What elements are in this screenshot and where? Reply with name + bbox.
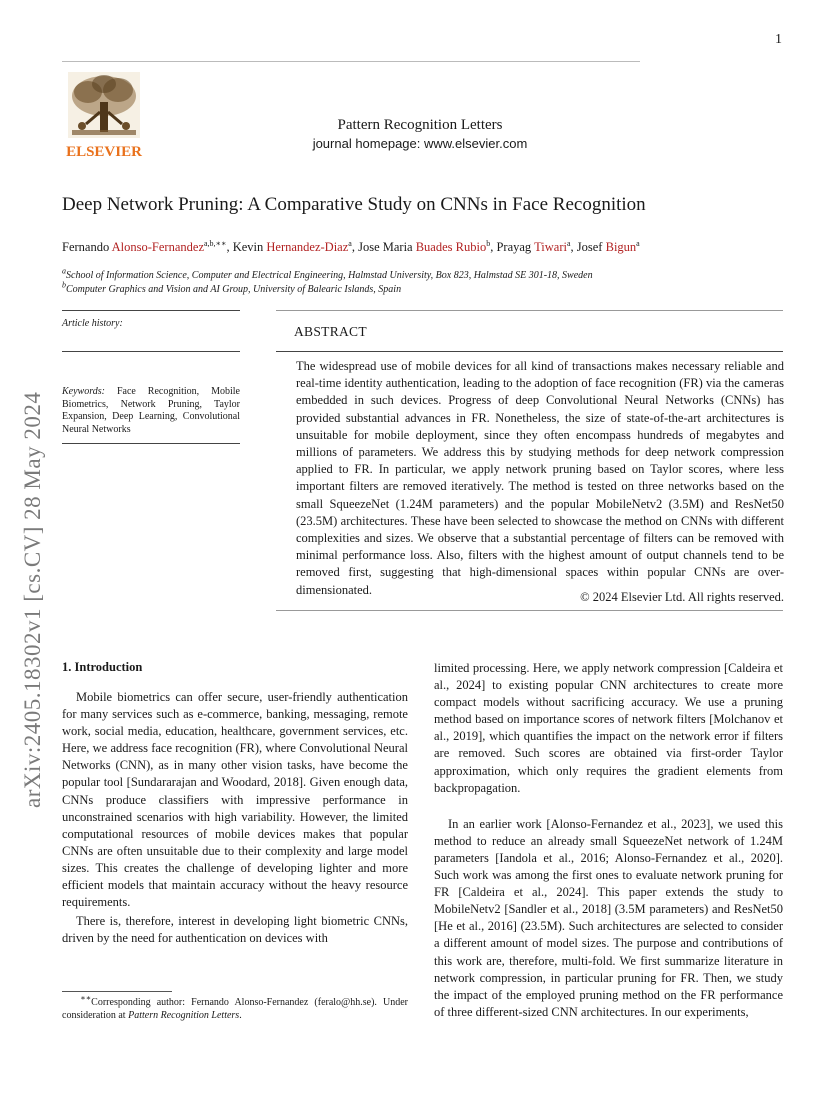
page-number: 1 (775, 32, 782, 47)
paragraph: limited processing. Here, we apply network compression [Caldeira et al., 2024] to existing popular CNN architectures to create more compact models without sacrificing accuracy. We use a pruning method based on importance scores of network filters [Molchanov et al., 2019], which quantifies the impact on the network error if filters are removed. Such scores are obtained via first-order Taylor approximation, which only requires the gradient elements from backpropagation. (434, 661, 783, 795)
author-link[interactable]: Hernandez-Diaz (266, 240, 349, 254)
abstract-text: The widespread use of mobile devices for all kind of transactions makes necessary reliable and real-time identity authentication, leading to the adoption of face recognition (FR) via the cameras embedded in such devices. Progress of deep Convolutional Neural Networks (CNNs) has provided substantial advances in FR. Nonetheless, the size of state-of-the-art architectures is unsuitable for mobile deployment, since they often encompass hundreds of megabytes and millions of parameters. We address this by studying methods for deep network compression applied to FR. In particular, we apply network pruning based on Taylor scores, where less important filters are removed iteratively. The method is tested on three networks based on the small SqueezeNet (1.24M parameters) and the popular MobileNetv2 (3.5M) and ResNet50 (23.5M) architectures. These have been selected to showcase the method on CNNs with different complexities and sizes. We observe that a substantial percentage of filters can be removed with minimal performance loss. Also, filters with the highest amount of output channels tend to be removed first, suggesting that high-dimensional spaces within popular CNNs are over-dimensionated. (296, 359, 784, 597)
keywords-label: Keywords: (62, 386, 105, 397)
author: Fernando Alonso-Fernandez$^{a,b,∗∗}$, (62, 238, 233, 254)
elsevier-logo (58, 68, 150, 160)
keywords (62, 386, 240, 436)
header-rule (62, 61, 640, 62)
author: Josef Bigun$^a$ (576, 238, 640, 254)
right-column (434, 660, 783, 1021)
keywords-text: Face Recognition, Mobile Biometrics, Network Pruning, Taylor Expansion, Deep Learning, Convolutional Neural Networks (62, 386, 240, 435)
journal-name: Pattern Recognition Letters (337, 117, 503, 133)
affiliation: $^b$Computer Graphics and Vision and AI Group, University of Balearic Islands, Spain (62, 280, 402, 295)
left-column (62, 676, 408, 947)
author: Jose Maria Buades Rubio$^b$, (358, 238, 497, 254)
affiliation: $^a$School of Information Science, Computer and Electrical Engineering, Halmstad University, Box 823, Halmstad SE 301-18, Sweden (62, 266, 593, 281)
footnote-rule (62, 991, 172, 992)
copyright-notice: © 2024 Elsevier Ltd. All rights reserved. (580, 590, 784, 604)
author-link[interactable]: Bigun (605, 240, 637, 254)
paragraph: Mobile biometrics can offer secure, user-friendly authentication for many services such as e-commerce, banking, messaging, remote work, social media, education, healthcare, government services, etc. Here, we address face recognition (FR), where Convolutional Neural Networks (CNN), as in many other vision tasks, have become the popular tool [Sundararajan and Woodard, 2018]. Given enough data, CNNs produce classifiers with impressive performance in unconstrained scenarios with high variability. However, the limited computational resources of mobile devices makes that popular CNNs are often unsuitable due to their complexity and large model sizes. This creates the challenge of developing lighter and more efficient models that maintain accuracy without the heavy resource requirements. (62, 690, 408, 910)
divider (62, 351, 240, 352)
journal-homepage: journal homepage: www.elsevier.com (312, 136, 528, 151)
elsevier-tree-icon (58, 68, 150, 160)
author: Kevin Hernandez-Diaz$^a$, (232, 238, 359, 254)
abstract-heading: ABSTRACT (294, 324, 367, 339)
author-list (62, 240, 640, 255)
divider (276, 310, 783, 311)
paper-title: Deep Network Pruning: A Comparative Study on CNNs in Face Recognition (62, 194, 646, 215)
section-heading: 1. Introduction (62, 660, 143, 674)
author: Prayag Tiwari$^a$, (496, 238, 577, 254)
paragraph: There is, therefore, interest in developing light biometric CNNs, driven by the need for authentication on devices with (62, 914, 408, 946)
divider (62, 310, 240, 311)
svg-text:ELSEVIER: ELSEVIER (66, 144, 142, 160)
author-link[interactable]: Tiwari (534, 240, 567, 254)
divider (62, 443, 240, 444)
footnote: ∗∗Corresponding author: Fernando Alonso-Fernandez (feralo@hh.se). Under consideration at Pattern Recognition Letters. (62, 993, 409, 1021)
paragraph: In an earlier work [Alonso-Fernandez et al., 2023], we used this method to reduce an already small SqueezeNet network of 1.24M parameters [Iandola et al., 2016; Alonso-Fernandez et al., 2020]. Such work was among the first ones to evaluate network pruning for FR [Caldeira et al., 2024]. This paper extends the study to MobileNetv2 [Sandler et al., 2018] (3.5M parameters) and ResNet50 [He et al., 2016] (23.5M). Such architectures are selected to consider a different amount of model sizes. The purpose and contributions of this work are, therefore, multi-fold. We first summarize literature in network compression, in particular pruning for FR. Then, we study the impact of the employed pruning method on the FR performance of three different-sized CNN architectures. In our experiments, (434, 816, 783, 1019)
article-history-label: Article history: (62, 318, 123, 329)
divider (276, 610, 783, 611)
author-link[interactable]: Alonso-Fernandez (111, 240, 204, 254)
arxiv-stamp: arXiv:2405.18302v1 [cs.CV] 28 May 2024 (20, 391, 45, 808)
author-link[interactable]: Buades Rubio (415, 240, 487, 254)
divider (276, 351, 783, 352)
